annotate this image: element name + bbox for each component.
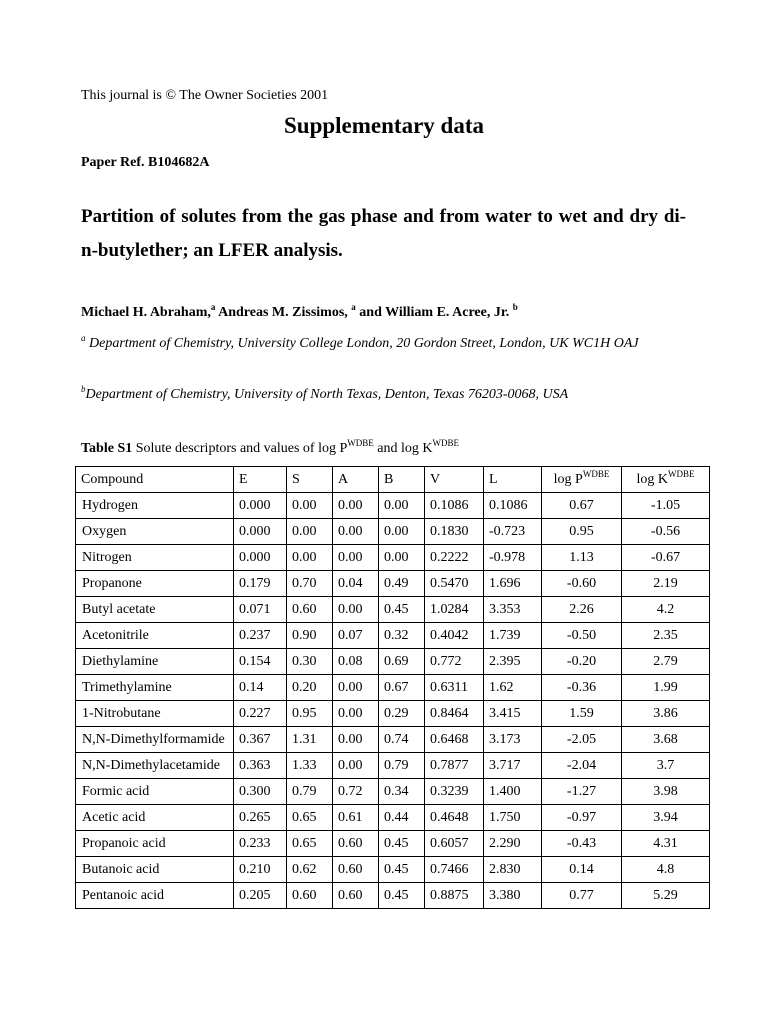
cell-compound: Formic acid: [76, 779, 234, 805]
cell-a: 0.00: [333, 753, 379, 779]
cell-a: 0.04: [333, 571, 379, 597]
cell-v: 0.5470: [425, 571, 484, 597]
table-row: [76, 545, 710, 571]
cell-l: 1.739: [484, 623, 542, 649]
affil-text: Department of Chemistry, University of North Texas, Denton, Texas 76203-0068, USA: [85, 387, 569, 402]
caption-sup: WDBE: [432, 438, 459, 448]
table-row: [76, 649, 710, 675]
cell-logp: -0.97: [542, 805, 622, 831]
table-row: [76, 597, 710, 623]
cell-b: 0.67: [379, 675, 425, 701]
cell-v: 1.0284: [425, 597, 484, 623]
cell-v: 0.8464: [425, 701, 484, 727]
cell-logp: 0.77: [542, 883, 622, 909]
journal-line: This journal is © The Owner Societies 2001: [81, 88, 329, 103]
article-title: Partition of solutes from the gas phase and from water to wet and dry di-n-butylether; an LFER analysis.: [81, 206, 686, 261]
cell-e: 0.14: [234, 675, 287, 701]
caption-sup: WDBE: [347, 438, 374, 448]
cell-s: 0.65: [287, 831, 333, 857]
author-affil-mark: b: [512, 302, 518, 312]
affiliation-b: [81, 383, 689, 407]
descriptor-table: [75, 466, 710, 909]
paper-ref: Paper Ref. B104682A: [81, 155, 210, 170]
cell-s: 0.95: [287, 701, 333, 727]
col-header-logk-text: log K: [636, 472, 668, 487]
cell-a: 0.00: [333, 701, 379, 727]
col-header-logp-sup: WDBE: [582, 469, 610, 479]
cell-logp: 0.67: [542, 493, 622, 519]
cell-a: 0.00: [333, 493, 379, 519]
cell-logp: 1.59: [542, 701, 622, 727]
cell-logk: 3.94: [622, 805, 710, 831]
cell-logp: -1.27: [542, 779, 622, 805]
table-row: [76, 675, 710, 701]
author-name: and William E. Acree, Jr.: [359, 305, 510, 320]
cell-s: 0.60: [287, 883, 333, 909]
caption-label: Table S1: [81, 441, 133, 456]
cell-logk: 3.86: [622, 701, 710, 727]
cell-b: 0.49: [379, 571, 425, 597]
cell-logk: 4.31: [622, 831, 710, 857]
table-row: [76, 831, 710, 857]
cell-logk: 4.8: [622, 857, 710, 883]
cell-s: 0.00: [287, 493, 333, 519]
cell-logp: 0.14: [542, 857, 622, 883]
author-name: Andreas M. Zissimos,: [218, 305, 348, 320]
cell-b: 0.45: [379, 831, 425, 857]
cell-s: 0.90: [287, 623, 333, 649]
cell-compound: Diethylamine: [76, 649, 234, 675]
cell-compound: Butyl acetate: [76, 597, 234, 623]
col-header-logk-sup: WDBE: [668, 469, 695, 479]
cell-e: 0.227: [234, 701, 287, 727]
caption-mid: and log K: [377, 441, 433, 456]
cell-v: 0.8875: [425, 883, 484, 909]
cell-logk: 4.2: [622, 597, 710, 623]
cell-a: 0.60: [333, 883, 379, 909]
cell-b: 0.79: [379, 753, 425, 779]
cell-l: -0.723: [484, 519, 542, 545]
cell-e: 0.179: [234, 571, 287, 597]
cell-logk: 2.35: [622, 623, 710, 649]
cell-compound: Pentanoic acid: [76, 883, 234, 909]
cell-compound: Acetonitrile: [76, 623, 234, 649]
cell-v: 0.1830: [425, 519, 484, 545]
cell-e: 0.363: [234, 753, 287, 779]
cell-compound: N,N-Dimethylacetamide: [76, 753, 234, 779]
cell-e: 0.000: [234, 519, 287, 545]
cell-b: 0.29: [379, 701, 425, 727]
cell-l: 1.750: [484, 805, 542, 831]
cell-logk: 2.79: [622, 649, 710, 675]
cell-l: 1.62: [484, 675, 542, 701]
cell-b: 0.74: [379, 727, 425, 753]
cell-logk: -1.05: [622, 493, 710, 519]
cell-e: 0.237: [234, 623, 287, 649]
cell-compound: Nitrogen: [76, 545, 234, 571]
cell-s: 0.30: [287, 649, 333, 675]
cell-v: 0.4648: [425, 805, 484, 831]
table-row: [76, 623, 710, 649]
cell-v: 0.3239: [425, 779, 484, 805]
cell-e: 0.154: [234, 649, 287, 675]
affil-text: Department of Chemistry, University College London, 20 Gordon Street, London, UK WC1H OAJ: [89, 336, 639, 351]
table-row: [76, 493, 710, 519]
cell-b: 0.00: [379, 545, 425, 571]
cell-v: 0.6311: [425, 675, 484, 701]
col-header-s: S: [287, 467, 333, 493]
cell-s: 1.31: [287, 727, 333, 753]
col-header-a: A: [333, 467, 379, 493]
cell-b: 0.45: [379, 597, 425, 623]
cell-a: 0.00: [333, 545, 379, 571]
cell-logp: -0.20: [542, 649, 622, 675]
cell-logk: -0.56: [622, 519, 710, 545]
caption-text: Solute descriptors and values of log P: [135, 441, 348, 456]
cell-compound: Propanone: [76, 571, 234, 597]
affiliation-a: [81, 332, 689, 356]
cell-a: 0.08: [333, 649, 379, 675]
cell-logk: 5.29: [622, 883, 710, 909]
col-header-compound: Compound: [76, 467, 234, 493]
cell-logk: 3.98: [622, 779, 710, 805]
cell-logp: -0.50: [542, 623, 622, 649]
cell-l: 0.1086: [484, 493, 542, 519]
cell-a: 0.60: [333, 857, 379, 883]
table-row: [76, 701, 710, 727]
cell-l: 2.290: [484, 831, 542, 857]
cell-a: 0.61: [333, 805, 379, 831]
cell-a: 0.00: [333, 519, 379, 545]
cell-e: 0.210: [234, 857, 287, 883]
cell-logk: 3.68: [622, 727, 710, 753]
table-header-row: [76, 467, 710, 493]
cell-v: 0.6057: [425, 831, 484, 857]
col-header-logp-text: log P: [553, 472, 583, 487]
cell-l: -0.978: [484, 545, 542, 571]
col-header-logk: [622, 467, 710, 493]
cell-a: 0.60: [333, 831, 379, 857]
cell-b: 0.69: [379, 649, 425, 675]
col-header-b: B: [379, 467, 425, 493]
cell-logk: 2.19: [622, 571, 710, 597]
cell-l: 3.415: [484, 701, 542, 727]
cell-compound: Butanoic acid: [76, 857, 234, 883]
cell-s: 0.79: [287, 779, 333, 805]
author-affil-mark: a: [210, 302, 216, 312]
author-list: [81, 302, 518, 321]
cell-v: 0.7466: [425, 857, 484, 883]
cell-logp: -2.04: [542, 753, 622, 779]
cell-l: 3.353: [484, 597, 542, 623]
cell-b: 0.00: [379, 519, 425, 545]
table-row: [76, 779, 710, 805]
cell-e: 0.233: [234, 831, 287, 857]
cell-s: 0.60: [287, 597, 333, 623]
cell-logk: 3.7: [622, 753, 710, 779]
cell-b: 0.34: [379, 779, 425, 805]
cell-compound: Trimethylamine: [76, 675, 234, 701]
cell-v: 0.2222: [425, 545, 484, 571]
col-header-logp: [542, 467, 622, 493]
author-name: Michael H. Abraham,: [81, 305, 211, 320]
cell-v: 0.6468: [425, 727, 484, 753]
cell-e: 0.000: [234, 493, 287, 519]
table-body: [76, 493, 710, 909]
cell-compound: Oxygen: [76, 519, 234, 545]
cell-s: 0.62: [287, 857, 333, 883]
cell-v: 0.7877: [425, 753, 484, 779]
cell-v: 0.4042: [425, 623, 484, 649]
cell-compound: N,N-Dimethylformamide: [76, 727, 234, 753]
affil-mark: b: [81, 384, 86, 394]
cell-l: 3.380: [484, 883, 542, 909]
table-row: [76, 727, 710, 753]
author-affil-mark: a: [351, 302, 356, 312]
cell-logp: -0.36: [542, 675, 622, 701]
cell-l: 2.830: [484, 857, 542, 883]
cell-e: 0.300: [234, 779, 287, 805]
cell-logp: 0.95: [542, 519, 622, 545]
cell-a: 0.00: [333, 675, 379, 701]
cell-l: 3.717: [484, 753, 542, 779]
table-row: [76, 805, 710, 831]
cell-logp: 1.13: [542, 545, 622, 571]
cell-compound: Acetic acid: [76, 805, 234, 831]
cell-logp: 2.26: [542, 597, 622, 623]
cell-e: 0.205: [234, 883, 287, 909]
cell-e: 0.367: [234, 727, 287, 753]
table-row: [76, 571, 710, 597]
affil-mark: a: [81, 333, 86, 343]
cell-a: 0.72: [333, 779, 379, 805]
cell-s: 0.00: [287, 545, 333, 571]
page-title: Supplementary data: [284, 113, 484, 138]
cell-s: 0.70: [287, 571, 333, 597]
cell-b: 0.45: [379, 883, 425, 909]
cell-b: 0.32: [379, 623, 425, 649]
cell-logp: -2.05: [542, 727, 622, 753]
cell-compound: 1-Nitrobutane: [76, 701, 234, 727]
cell-s: 0.00: [287, 519, 333, 545]
cell-compound: Hydrogen: [76, 493, 234, 519]
cell-a: 0.00: [333, 597, 379, 623]
cell-logp: -0.60: [542, 571, 622, 597]
cell-v: 0.1086: [425, 493, 484, 519]
cell-l: 1.696: [484, 571, 542, 597]
cell-a: 0.00: [333, 727, 379, 753]
table-caption: [81, 438, 459, 457]
cell-e: 0.071: [234, 597, 287, 623]
cell-b: 0.00: [379, 493, 425, 519]
cell-v: 0.772: [425, 649, 484, 675]
cell-s: 0.20: [287, 675, 333, 701]
cell-logk: -0.67: [622, 545, 710, 571]
cell-l: 1.400: [484, 779, 542, 805]
cell-e: 0.000: [234, 545, 287, 571]
cell-a: 0.07: [333, 623, 379, 649]
cell-s: 1.33: [287, 753, 333, 779]
table-row: [76, 857, 710, 883]
cell-l: 3.173: [484, 727, 542, 753]
table-row: [76, 753, 710, 779]
cell-b: 0.45: [379, 857, 425, 883]
cell-e: 0.265: [234, 805, 287, 831]
col-header-l: L: [484, 467, 542, 493]
col-header-e: E: [234, 467, 287, 493]
cell-b: 0.44: [379, 805, 425, 831]
table-row: [76, 519, 710, 545]
cell-l: 2.395: [484, 649, 542, 675]
cell-logk: 1.99: [622, 675, 710, 701]
cell-logp: -0.43: [542, 831, 622, 857]
cell-compound: Propanoic acid: [76, 831, 234, 857]
table-row: [76, 883, 710, 909]
col-header-v: V: [425, 467, 484, 493]
cell-s: 0.65: [287, 805, 333, 831]
